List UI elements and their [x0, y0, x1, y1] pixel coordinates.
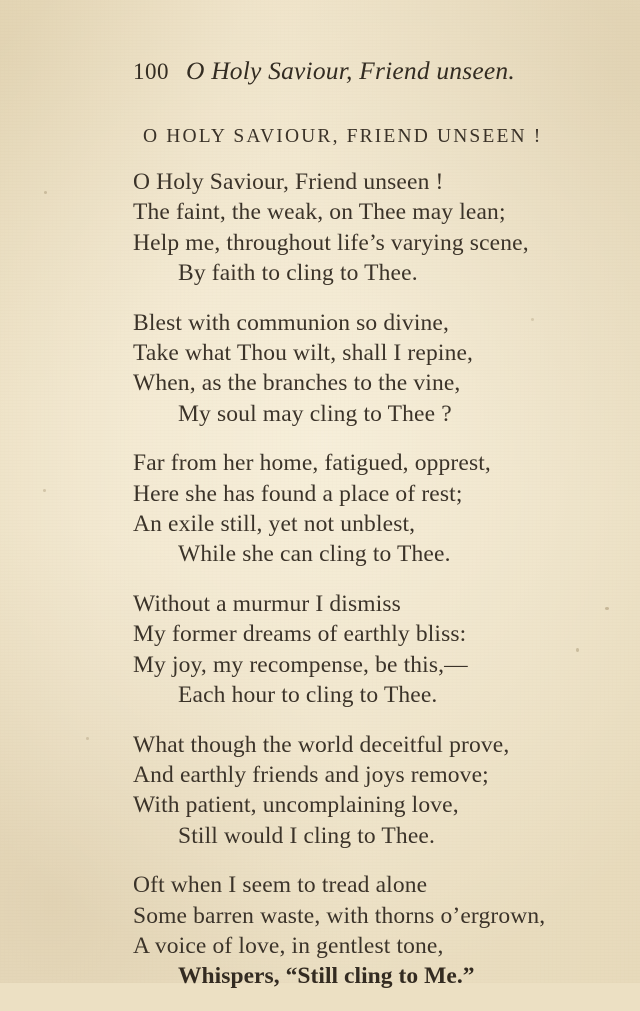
paper-speck — [43, 489, 46, 492]
stanza — [133, 308, 603, 430]
poem-line: Whispers, “Still cling to Me.” — [178, 963, 475, 990]
paper-speck — [44, 191, 47, 194]
poem-line: An exile still, yet not unblest, — [133, 511, 416, 538]
poem-line: Blest with communion so divine, — [133, 309, 450, 336]
poem-line: Far from her home, fatigued, opprest, — [133, 450, 491, 477]
poem-line: O Holy Saviour, Friend unseen ! — [133, 169, 444, 195]
running-head-title: O Holy Saviour, Friend unseen. — [186, 56, 515, 85]
poem-body — [133, 167, 603, 1011]
poem-line: When, as the branches to the vine, — [133, 370, 461, 397]
stanza — [133, 167, 603, 289]
poem-line: Without a murmur I dismiss — [133, 590, 401, 617]
poem-line: Some barren waste, with thorns o’ergrown, — [133, 902, 546, 929]
poem-line: By faith to cling to Thee. — [178, 260, 418, 287]
stanza — [133, 448, 603, 570]
poem-line: Help me, throughout life’s varying scene, — [133, 229, 529, 256]
poem-title: O HOLY SAVIOUR, FRIEND UNSEEN ! — [143, 126, 543, 147]
paper-speck — [86, 737, 89, 740]
poem-line: Each hour to cling to Thee. — [178, 682, 438, 709]
page-number: 100 — [133, 59, 169, 84]
poem-line: And earthly friends and joys remove; — [133, 761, 489, 788]
poem-line: Here she has found a place of rest; — [133, 480, 463, 507]
poem-line: My joy, my recompense, be this,— — [133, 651, 468, 678]
poem-line: Oft when I seem to tread alone — [133, 872, 428, 899]
poem-line: A voice of love, in gentlest tone, — [133, 932, 444, 959]
poem-line: While she can cling to Thee. — [178, 541, 451, 568]
stanza — [133, 870, 603, 992]
poem-line: With patient, uncomplaining love, — [133, 792, 459, 819]
poem-line: The faint, the weak, on Thee may lean; — [133, 199, 506, 226]
paper-speck — [605, 607, 609, 610]
stanza — [133, 730, 603, 852]
poem-line: Take what Thou wilt, shall I repine, — [133, 340, 474, 367]
poem-line: My former dreams of earthly bliss: — [133, 621, 467, 648]
poem-line: What though the world deceitful prove, — [133, 731, 510, 758]
running-head — [133, 56, 515, 87]
poem-line: Still would I cling to Thee. — [178, 822, 436, 849]
stanza — [133, 589, 603, 711]
poem-line: My soul may cling to Thee ? — [178, 400, 452, 427]
